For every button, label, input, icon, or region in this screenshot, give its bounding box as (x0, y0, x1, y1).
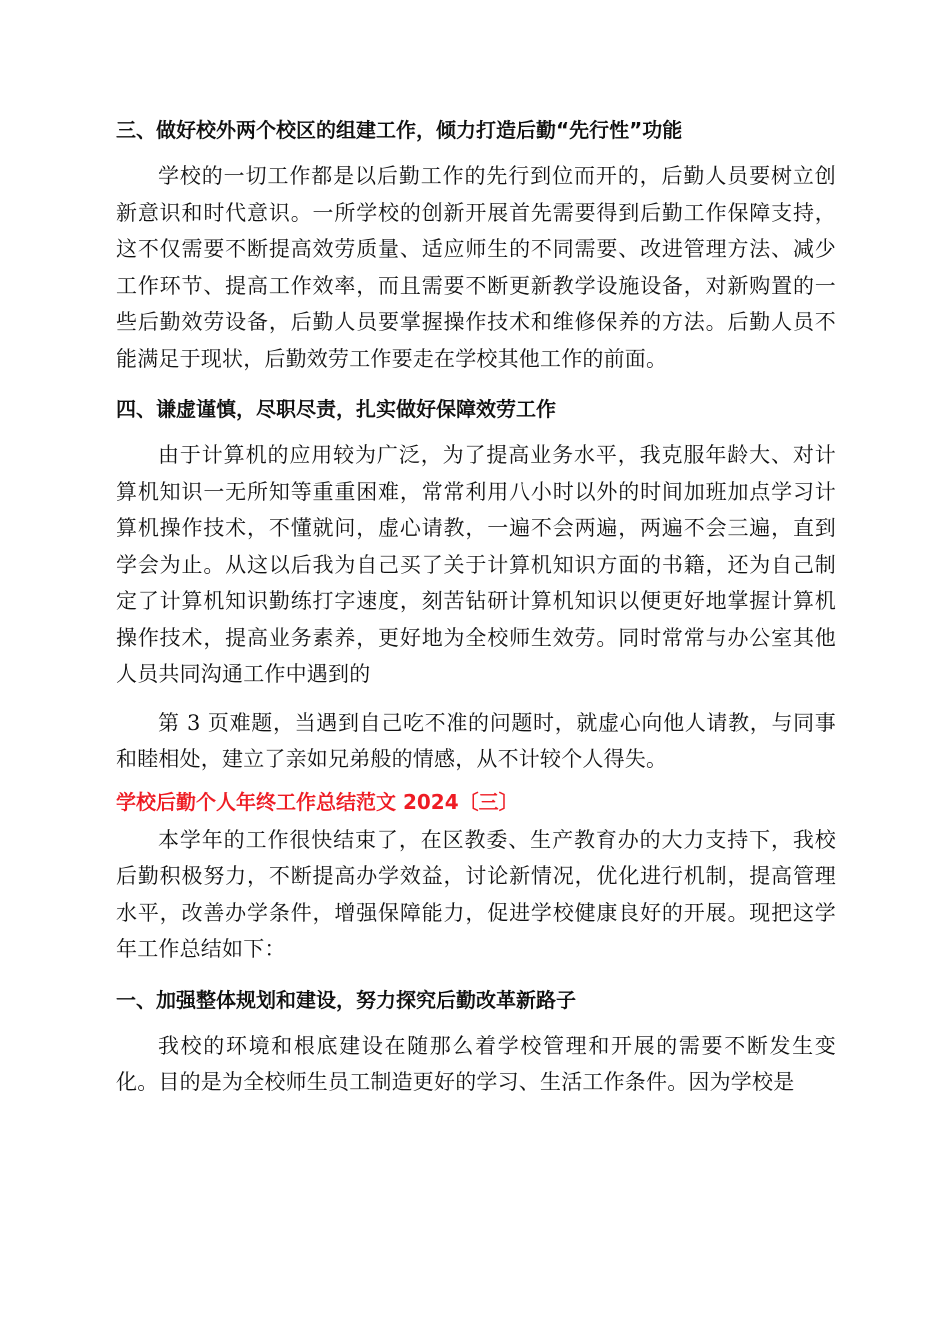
body-paragraph: 我校的环境和根底建设在随那么着学校管理和开展的需要不断发生变化。目的是为全校师生员工制造更好的学习、生活工作条件。因为学校是 (116, 1033, 836, 1094)
body-paragraph: 本学年的工作很快结束了，在区教委、生产教育办的大力支持下，我校后勤积极努力，不断提高办学效益，讨论新情况，优化进行机制，提高管理水平，改善办学条件，增强保障能力，促进学校健康良好的开展。现把这学年工作总结如下： (116, 827, 836, 961)
body-paragraph: 由于计算机的应用较为广泛，为了提高业务水平，我克服年龄大、对计算机知识一无所知等重重困难，常常利用八小时以外的时间加班加点学习计算机操作技术，不懂就问，虚心请教，一遍不会两遍，两遍不会三遍，直到学会为止。从这以后我为自己买了关于计算机知识方面的书籍，还为自己制定了计算机知识勤练打字速度，刻苦钻研计算机知识以便更好地掌握计算机操作技术，提高业务素养，更好地为全校师生效劳。同时常常与办公室其他人员共同沟通工作中遇到的 (116, 443, 836, 686)
article-title: 学校后勤个人年终工作总结范文 2024〔三〕 (116, 789, 519, 814)
section-heading-4: 四、谦虚谨慎，尽职尽责，扎实做好保障效劳工作 (116, 397, 556, 421)
body-paragraph: 学校的一切工作都是以后勤工作的先行到位而开的，后勤人员要树立创新意识和时代意识。一所学校的创新开展首先需要得到后勤工作保障支持，这不仅需要不断提高效劳质量、适应师生的不同需要、改进管理方法、减少工作环节、提高工作效率，而且需要不断更新教学设施设备，对新购置的一些后勤效劳设备，后勤人员要掌握操作技术和维修保养的方法。后勤人员不能满足于现状，后勤效劳工作要走在学校其他工作的前面。 (116, 164, 836, 371)
body-paragraph: 第 3 页难题，当遇到自己吃不准的问题时，就虚心向他人请教，与同事和睦相处，建立了亲如兄弟般的情感，从不计较个人得失。 (116, 710, 836, 771)
section-heading-1: 一、加强整体规划和建设，努力探究后勤改革新路子 (116, 987, 576, 1012)
section-heading-3: 三、做好校外两个校区的组建工作，倾力打造后勤“先行性”功能 (116, 118, 683, 142)
document-page (116, 110, 836, 1113)
